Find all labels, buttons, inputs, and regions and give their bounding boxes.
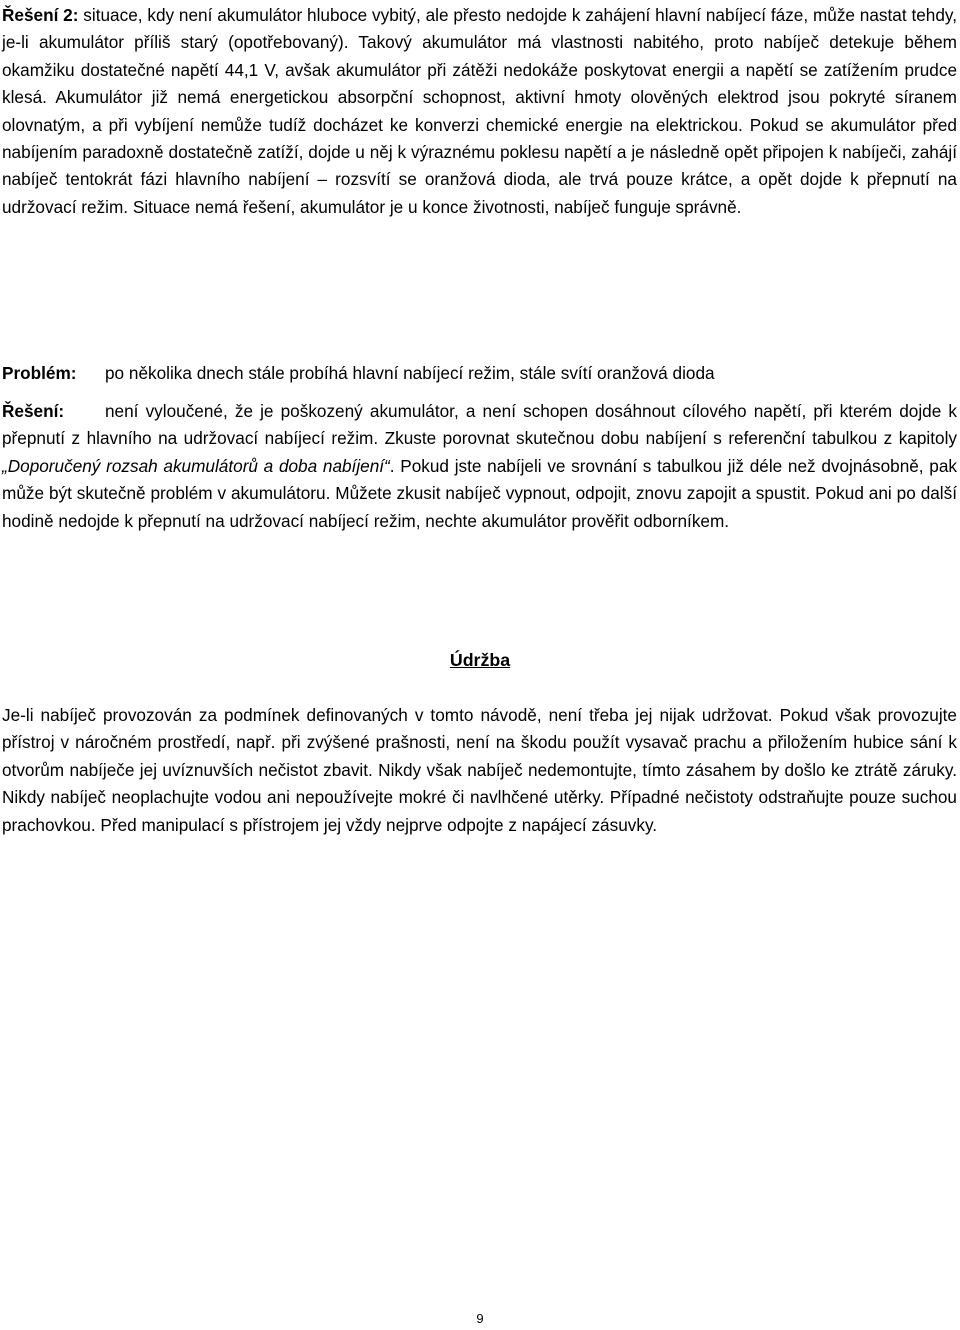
solution-2-text: situace, kdy není akumulátor hluboce vybitý, ale přesto nedojde k zahájení hlavní nabíjecí fáze, může nastat tehdy, je-li akumulátor příliš starý (opotřebovaný). Takový akumulátor má vlastnosti nabitého, proto nabíječ detekuje během okamžiku dostatečné napětí 44,1 V, avšak akumulátor při zátěži nedokáže poskytovat energii a napětí se zatížením prudce klesá. Akumulátor již nemá energetickou absorpční schopnost, aktivní hmoty olověných elektrod jsou pokryté síranem olovnatým, a při vybíjení nemůže tudíž docházet ke konverzi chemické energie na elektrickou. Pokud se akumulátor před nabíjením paradoxně dostatečně zatíží, dojde u něj k výraznému poklesu napětí a je následně opět připojen k nabíječi, zahájí nabíječ tentokrát fázi hlavního nabíjení – rozsvítí se oranžová dioda, ale trvá pouze krátce, a opět dojde k přepnutí na udržovací režim. Situace nemá řešení, akumulátor je u konce životnosti, nabíječ funguje správně.: [2, 5, 957, 217]
solution-2-paragraph: [2, 2, 957, 221]
problem-text: po několika dnech stále probíhá hlavní nabíjecí režim, stále svítí oranžová dioda: [105, 363, 715, 383]
problem-label: Problém:: [2, 363, 77, 383]
resolution-label: Řešení:: [2, 401, 65, 421]
maintenance-paragraph: Je-li nabíječ provozován za podmínek definovaných v tomto návodě, není třeba jej nijak udržovat. Pokud však provozujte přístroj v náročném prostředí, např. při zvýšené prašnosti, není na škodu použít vysavač prachu a přiložením hubice sání k otvorům nabíječe jej uvíznuvších nečistot zbavit. Nikdy však nabíječ nedemontujte, tímto zásahem by došlo ke ztrátě záruky. Nikdy nabíječ neoplachujte vodou ani nepoužívejte mokré či navlhčené utěrky. Případné nečistoty odstraňujte pouze suchou prachovkou. Před manipulací s přístrojem jej vždy nejprve odpojte z napájecí zásuvky.: [2, 705, 957, 835]
resolution-paragraph: [2, 398, 957, 535]
problem-paragraph: [2, 360, 957, 387]
resolution-chapter-reference: „Doporučený rozsah akumulátorů a doba nabíjení“: [2, 455, 390, 476]
maintenance-heading: Údržba: [449, 650, 511, 670]
page-number: 9: [476, 1311, 484, 1326]
solution-2-label: Řešení 2:: [2, 5, 79, 25]
resolution-text-1: není vyloučené, že je poškozený akumulátor, a není schopen dosáhnout cílového napětí, při kterém dojde k přepnutí z hlavního na udržovací nabíjecí režim. Zkuste porovnat skutečnou dobu nabíjení s referenční tabulkou z kapitoly: [2, 401, 957, 449]
resolution-text-2: . Pokud jste nabíjeli ve srovnání s tabulkou již déle než dvojnásobně, pak může být skutečně problém v akumulátoru. Můžete zkusit nabíječ vypnout, odpojit, znovu zapojit a spustit. Pokud ani po další hodině nedojde k přepnutí na udržovací nabíjecí režim, nechte akumulátor prověřit odborníkem.: [2, 455, 957, 531]
